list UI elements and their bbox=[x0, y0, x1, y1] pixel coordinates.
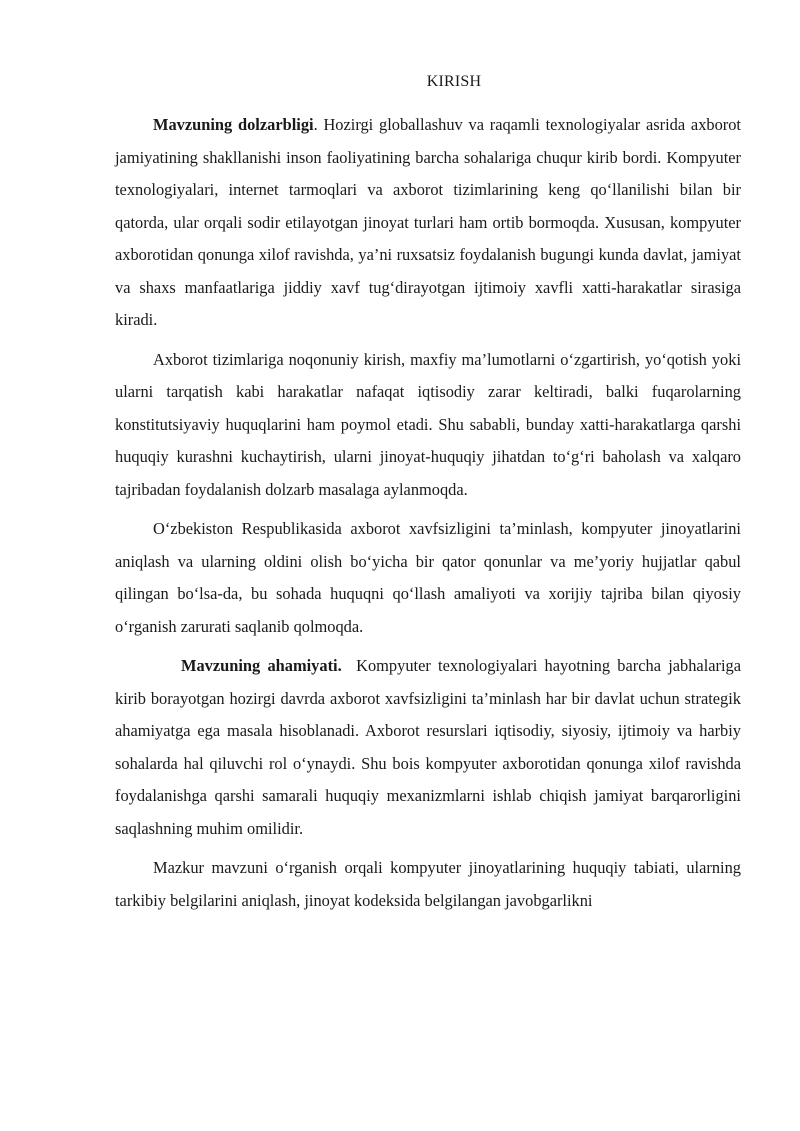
paragraph-unauthorized-access bbox=[115, 344, 741, 507]
document-page bbox=[115, 72, 746, 924]
paragraph-study-purpose bbox=[115, 852, 741, 917]
paragraph-lead-relevance: Mavzuning dolzarbligi bbox=[153, 115, 314, 134]
paragraph-text: Mazkur mavzuni o‘rganish orqali kompyuter jinoyatlarining huquqiy tabiati, ularning tarkibiy belgilarini aniqlash, jinoyat kodeksida belgilangan javobgarlikni bbox=[115, 858, 741, 910]
paragraph-relevance bbox=[115, 109, 741, 337]
paragraph-uzbekistan bbox=[115, 513, 741, 643]
paragraph-text: O‘zbekiston Respublikasida axborot xavfsizligini ta’minlash, kompyuter jinoyatlarini aniqlash va ularning oldini olish bo‘yicha bir qator qonunlar va me’yoriy hujjatlar qabul qilingan bo‘lsa-da, bu sohada huquqni qo‘llash amaliyoti va xorijiy tajriba bilan qiyosiy o‘rganish zarurati saqlanib qolmoqda. bbox=[115, 519, 741, 636]
paragraph-text: Kompyuter texnologiyalari hayotning barcha jabhalariga kirib borayotgan hozirgi davrda axborot xavfsizligini ta’minlash har bir davlat uchun strategik ahamiyatga ega masala hisoblanadi. Axborot resurslari iqtisodiy, siyosiy, ijtimoiy va harbiy sohalarda hal qiluvchi rol o‘ynaydi. Shu bois kompyuter axborotidan qonunga xilof ravishda foydalanishga qarshi samarali huquqiy mexanizmlarni ishlab chiqish jamiyat barqarorligini saqlashning muhim omilidir. bbox=[115, 656, 746, 838]
paragraph-lead-importance: Mavzuning ahamiyati. bbox=[181, 656, 342, 675]
page-title: KIRISH bbox=[426, 73, 482, 90]
paragraph-text: Axborot tizimlariga noqonuniy kirish, maxfiy ma’lumotlarni o‘zgartirish, yo‘qotish yoki ularni tarqatish kabi harakatlar nafaqat iqtisodiy zarar keltiradi, balki fuqarolarning konstitutsiyaviy huquqlarini ham poymol etadi. Shu sababli, bunday xatti-harakatlarga qarshi huquqiy kurashni kuchaytirish, ularni jinoyat-huquqiy jihatdan to‘g‘ri baholash va xalqaro tajribadan foydalanish dolzarb masalaga aylanmoqda. bbox=[115, 349, 741, 499]
paragraph-importance bbox=[115, 650, 746, 845]
paragraph-text: . Hozirgi globallashuv va raqamli texnologiyalar asrida axborot jamiyatining shakllanishi inson faoliyatining barcha sohalariga chuqur kirib bordi. Kompyuter texnologiyalari, internet tarmoqlari va axborot tizimlarining keng qo‘llanilishi bilan bir qatorda, ular orqali sodir etilayotgan jinoyat turlari ham ortib bormoqda. Xususan, kompyuter axborotidan qonunga xilof ravishda, ya’ni ruxsatsiz foydalanish bugungi kunda davlat, jamiyat va shaxs manfaatlariga jiddiy xavf tug‘dirayotgan ijtimoiy xavfli xatti-harakatlar sirasiga kiradi. bbox=[115, 115, 741, 329]
